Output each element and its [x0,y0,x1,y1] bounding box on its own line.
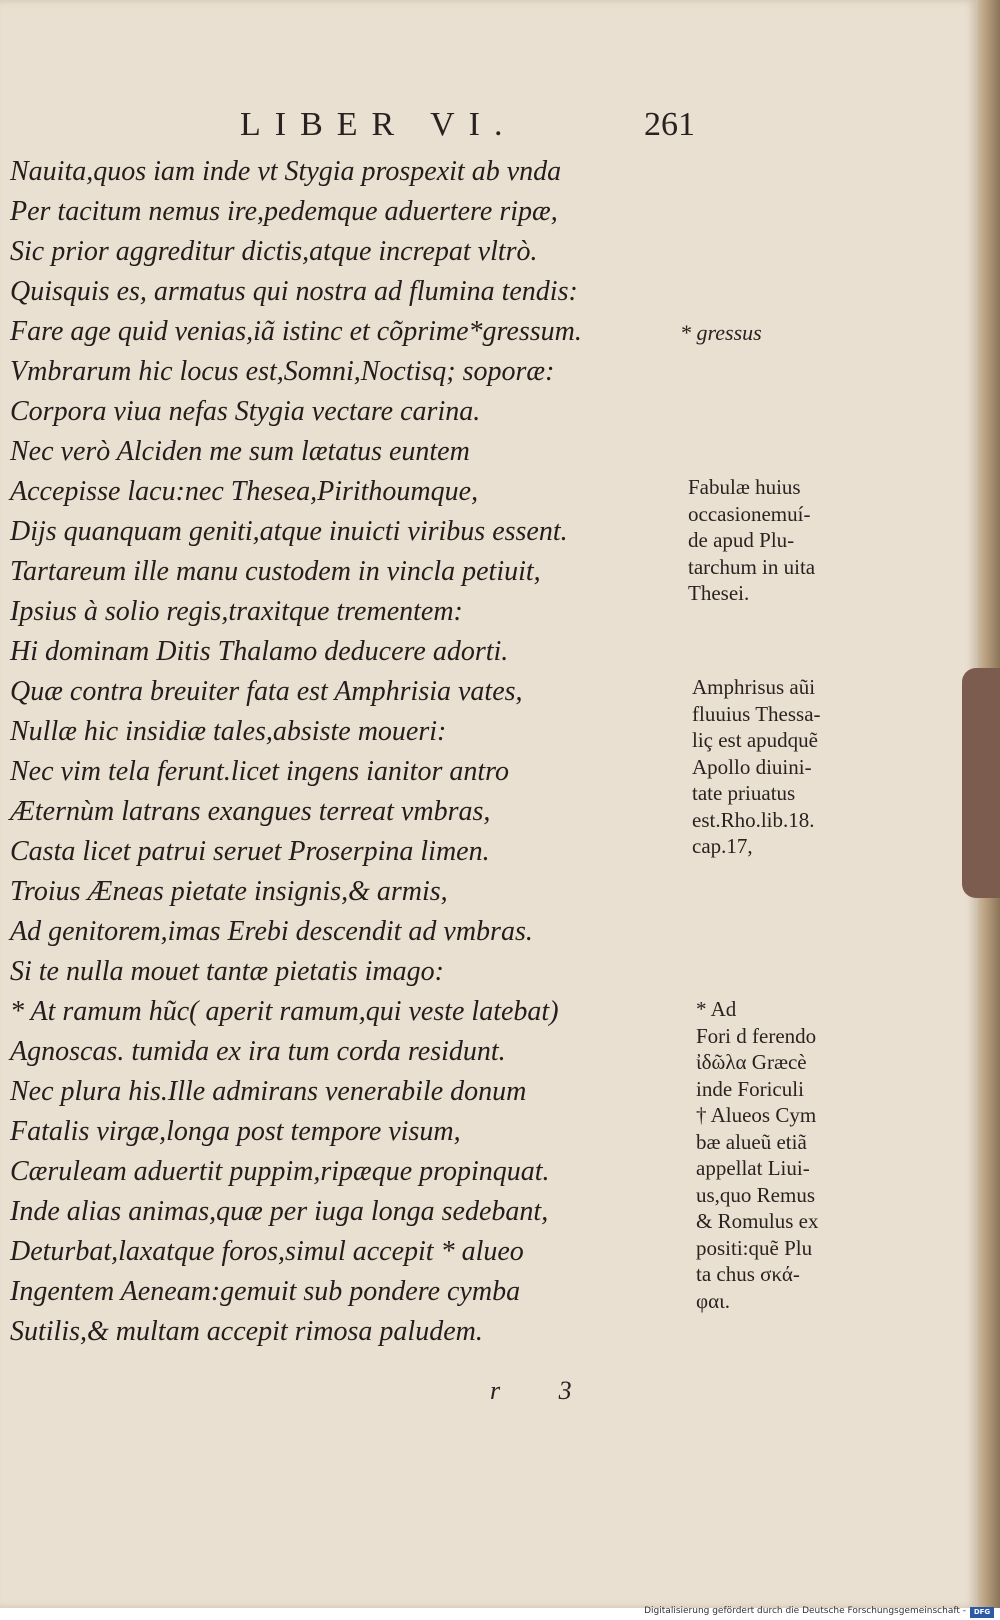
verse-line: Nec verò Alciden me sum lætatus euntem [10,436,470,467]
marginal-note-line: cap.17, [692,834,753,858]
verse-line: Dijs quanquam geniti,atque inuicti viribus essent. [10,516,568,547]
verse-line: Deturbat,laxatque foros,simul accepit * alueo [10,1236,524,1267]
marginal-note-line: est.Rho.lib.18. [692,807,815,832]
marginal-note-line: Fabulæ huius [688,475,801,499]
funding-credit: Digitalisierung gefördert durch die Deutsche Forschungsgemeinschaft - [644,1606,966,1616]
marginal-note-line: fluuius Thessa- [692,701,821,726]
marginal-note-line: & Romulus ex [696,1209,819,1233]
verse-line: Vmbrarum hic locus est,Somni,Noctisq; soporæ: [10,356,555,387]
marginal-note-line: tarchum in uita [688,554,816,579]
dfg-logo: DFG [970,1607,994,1618]
verse-line: Cæruleam aduertit puppim,ripæque propinquat. [10,1156,550,1187]
bookmark-tab [962,668,1000,898]
marginal-note-line: φαι. [696,1288,731,1313]
marginal-note-line: tate priuatus [692,781,796,805]
verse-line: Agnoscas. tumida ex ira tum corda residunt. [10,1036,506,1067]
verse-line: Si te nulla mouet tantæ pietatis imago: [10,956,444,987]
verse-line: Tartareum ille manu custodem in vincla petiuit, [10,556,541,587]
page-header [0,106,978,146]
verse-line: Æternùm latrans exangues terreat vmbras, [10,796,491,827]
marginal-note-line: * Ad [696,997,737,1021]
verse-line: Troius Æneas pietate insignis,& armis, [10,876,448,907]
verse-line: Ad genitorem,imas Erebi descendit ad vmbras. [10,916,533,947]
marginal-note-line: ta chus σκά- [696,1262,800,1286]
verse-line: Accepisse lacu:nec Thesea,Pirithoumque, [10,476,479,507]
marginal-note-line: Thesei. [688,581,750,605]
verse-block [10,152,700,1352]
marginal-note-amphrisus [692,674,821,860]
marginal-note-fabulae [688,474,815,607]
marginal-note-gressum: * gressus [680,320,762,345]
verse-line: Sic prior aggreditur dictis,atque increpat vltrò. [10,236,538,267]
page-number: 261 [644,106,695,143]
marginal-note-line: Fori d ferendo [696,1023,817,1048]
verse-line: Fare age quid venias,iã istinc et cõprime*gressum. [10,316,582,347]
verse-line: Nullæ hic insidiæ tales,absiste moueri: [10,716,447,747]
verse-line: * At ramum hũc( aperit ramum,qui veste latebat) [10,996,559,1027]
verse-line: Per tacitum nemus ire,pedemque aduertere ripæ, [10,196,558,227]
marginal-note-line: de apud Plu- [688,528,795,552]
verse-line: Casta licet patrui seruet Proserpina limen. [10,836,490,867]
verse-line: Sutilis,& multam accepit rimosa paludem. [10,1316,483,1347]
verse-line: Fatalis virgæ,longa post tempore visum, [10,1116,461,1147]
verse-line: Hi dominam Ditis Thalamo deducere adorti. [10,636,509,667]
verse-line: Nec plura his.Ille admirans venerabile donum [10,1076,527,1107]
marginal-note-line: appellat Liui- [696,1156,810,1180]
marginal-note-line: positi:quẽ Plu [696,1235,813,1260]
verse-line: Corpora viua nefas Stygia vectare carina. [10,396,481,427]
marginal-note-line: inde Foriculi [696,1076,804,1101]
marginal-note-line: liç est apudquẽ [692,728,818,752]
verse-line: Nec vim tela ferunt.licet ingens ianitor antro [10,756,509,787]
signature-mark: r 3 [490,1376,598,1405]
verse-line: Ipsius à solio regis,traxitque trementem: [10,596,463,627]
verse-line: Ingentem Aeneam:gemuit sub pondere cymba [10,1276,521,1307]
marginal-note-line: Apollo diuini- [692,754,812,779]
running-head: LIBER VI. [240,106,517,143]
marginal-note-line: bæ alueũ etiã [696,1129,807,1154]
marginal-note-line: Amphrisus aũi [692,675,816,699]
marginal-note-line: occasionemuí- [688,501,811,526]
marginal-note-ad [696,996,819,1314]
verse-line: Nauita,quos iam inde vt Stygia prospexit ab vnda [10,156,562,187]
verse-line: Inde alias animas,quæ per iuga longa sedebant, [10,1196,549,1227]
verse-line: Quæ contra breuiter fata est Amphrisia vates, [10,676,523,707]
marginal-note-line: † Alueos Cym [696,1103,817,1127]
marginal-note-line: ἰδῶλα Græcè [696,1050,807,1074]
marginal-note-line: us,quo Remus [696,1182,816,1207]
verse-line: Quisquis es, armatus qui nostra ad flumina tendis: [10,276,578,307]
